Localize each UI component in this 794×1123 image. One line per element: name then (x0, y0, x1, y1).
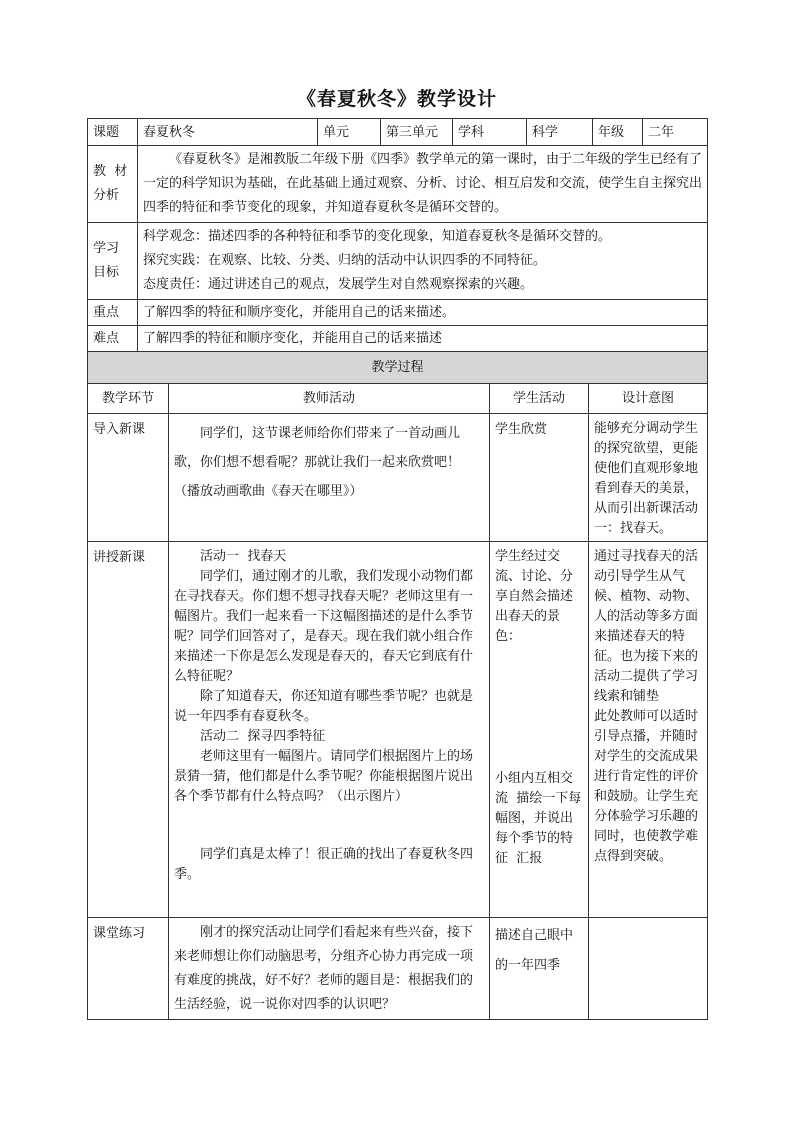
lecture-student-2: 小组内互相交流 描绘一下每幅图，并说出每个季节的特征 汇报 (495, 771, 582, 866)
subject-value: 科学 (527, 119, 593, 146)
difficulty-label: 难点 (88, 326, 138, 352)
intro-intent: 能够充分调动学生的探究欲望，更能使他们直观形象地看到春天的美景，从而引出新课活动一：找春天。 (589, 414, 708, 542)
key-label: 重点 (88, 300, 138, 326)
activity-two-title: 活动二 探寻四季特征 (200, 729, 326, 744)
info-table (87, 118, 708, 352)
process-header-row (88, 384, 708, 414)
analysis-label-2: 分析 (93, 188, 120, 203)
lecture-student-1: 学生经过交流、讨论、分享自然会描述出春天的景色： (495, 549, 574, 644)
process-table (87, 351, 708, 1020)
activity-one-text: 同学们，通过刚才的儿歌，我们发现小动物们都在寻找春天。你们想不想寻找春天呢？老师这里有一幅图片。我们一起来看一下这幅图描述的是什么季节呢？同学们回答对了，是春天。现在我们就小组合作来描述一下你是怎么发现是春天的，春天它到底有什么特征呢？ (174, 569, 474, 684)
lecture-stage: 讲授新课 (88, 542, 169, 918)
unit-label: 单元 (318, 119, 381, 146)
lesson-plan (87, 118, 707, 1020)
unit-value: 第三单元 (381, 119, 453, 146)
course-label: 课题 (88, 119, 138, 146)
analysis-text: 《春夏秋冬》是湘教版二年级下册《四季》教学单元的第一课时，由于二年级的学生已经有了一定的科学知识为基础，在此基础上通过观察、分析、讨论、相互启发和交流，使学生自主探究出四季的特征和季节变化的现象，并知道春夏秋冬是循环交替的。 (143, 152, 703, 215)
intro-row (88, 414, 708, 542)
header-intent: 设计意图 (589, 384, 708, 414)
grade-value: 二年 (643, 119, 708, 146)
practice-row (88, 918, 708, 1020)
grade-label: 年级 (593, 119, 643, 146)
practice-stage: 课堂练习 (88, 918, 169, 1020)
course-value: 春夏秋冬 (138, 119, 318, 146)
practice-intent (589, 918, 708, 1020)
intro-teacher-text: 同学们，这节课老师给你们带来了一首动画儿歌，你们想不想看呢？那就让我们一起来欣赏吧！ (174, 426, 461, 470)
activity-one-followup: 除了知道春天，你还知道有哪些季节呢？也就是说一年四季有春夏秋冬。 (174, 689, 474, 724)
header-teacher: 教师活动 (169, 384, 490, 414)
practice-teacher: 刚才的探究活动让同学们看起来有些兴奋，接下来老师想让你们动脑思考，分组齐心协力再完成一项有难度的挑战，好不好？老师的题目是：根据我们的生活经验，说一说你对四季的认识吧？ (174, 925, 474, 1012)
subject-label: 学科 (453, 119, 527, 146)
goals-row (88, 223, 708, 300)
goal-item: 态度责任：通过讲述自己的观点，发展学生对自然观察探索的兴趣。 (143, 277, 534, 292)
analysis-label-1: 教 材 (93, 164, 128, 179)
intro-stage: 导入新课 (88, 414, 169, 542)
header-stage: 教学环节 (88, 384, 169, 414)
goals-label-2: 目标 (93, 265, 120, 280)
difficulty-text: 了解四季的特征和顺序变化，并能用自己的话来描述 (138, 326, 708, 352)
goal-item: 科学观念：描述四季的各种特征和季节的变化现象，知道春夏秋冬是循环交替的。 (143, 229, 612, 244)
page-title: 《春夏秋冬》教学设计 (296, 88, 497, 110)
header-student: 学生活动 (490, 384, 589, 414)
process-band-row (88, 352, 708, 384)
difficulty-row (88, 326, 708, 352)
activity-two-text: 老师这里有一幅图片。请同学们根据图片上的场景猜一猜，他们都是什么季节呢？你能根据图片说出各个季节都有什么特点吗？（出示图片） (174, 749, 474, 804)
analysis-row (88, 146, 708, 223)
activity-two-result: 同学们真是太棒了！很正确的找出了春夏秋冬四季。 (174, 847, 474, 882)
practice-student: 描述自己眼中的一年四季 (490, 918, 589, 1020)
intro-student: 学生欣赏 (490, 414, 589, 542)
intro-teacher-note: （播放动画歌曲《春天在哪里》） (174, 484, 363, 499)
goals-label-1: 学习 (93, 241, 120, 256)
lecture-row (88, 542, 708, 918)
lecture-intent-2: 此处教师可以适时引导点播，并随时对学生的交流成果进行肯定性的评价和鼓励。让学生充分体验学习乐趣的同时，也使教学难点得到突破。 (594, 709, 699, 864)
key-row (88, 300, 708, 326)
key-text: 了解四季的特征和顺序变化，并能用自己的话来描述。 (138, 300, 708, 326)
goal-item: 探究实践：在观察、比较、分类、归纳的活动中认识四季的不同特征。 (143, 253, 547, 268)
info-row (88, 119, 708, 146)
lecture-intent-1: 通过寻找春天的活动引导学生从气候、植物、动物、人的活动等多方面来描述春天的特征。也为接下来的活动二提供了学习线索和铺垫 (594, 549, 699, 704)
activity-one-title: 活动一 找春天 (200, 549, 287, 564)
process-band: 教学过程 (88, 352, 708, 384)
